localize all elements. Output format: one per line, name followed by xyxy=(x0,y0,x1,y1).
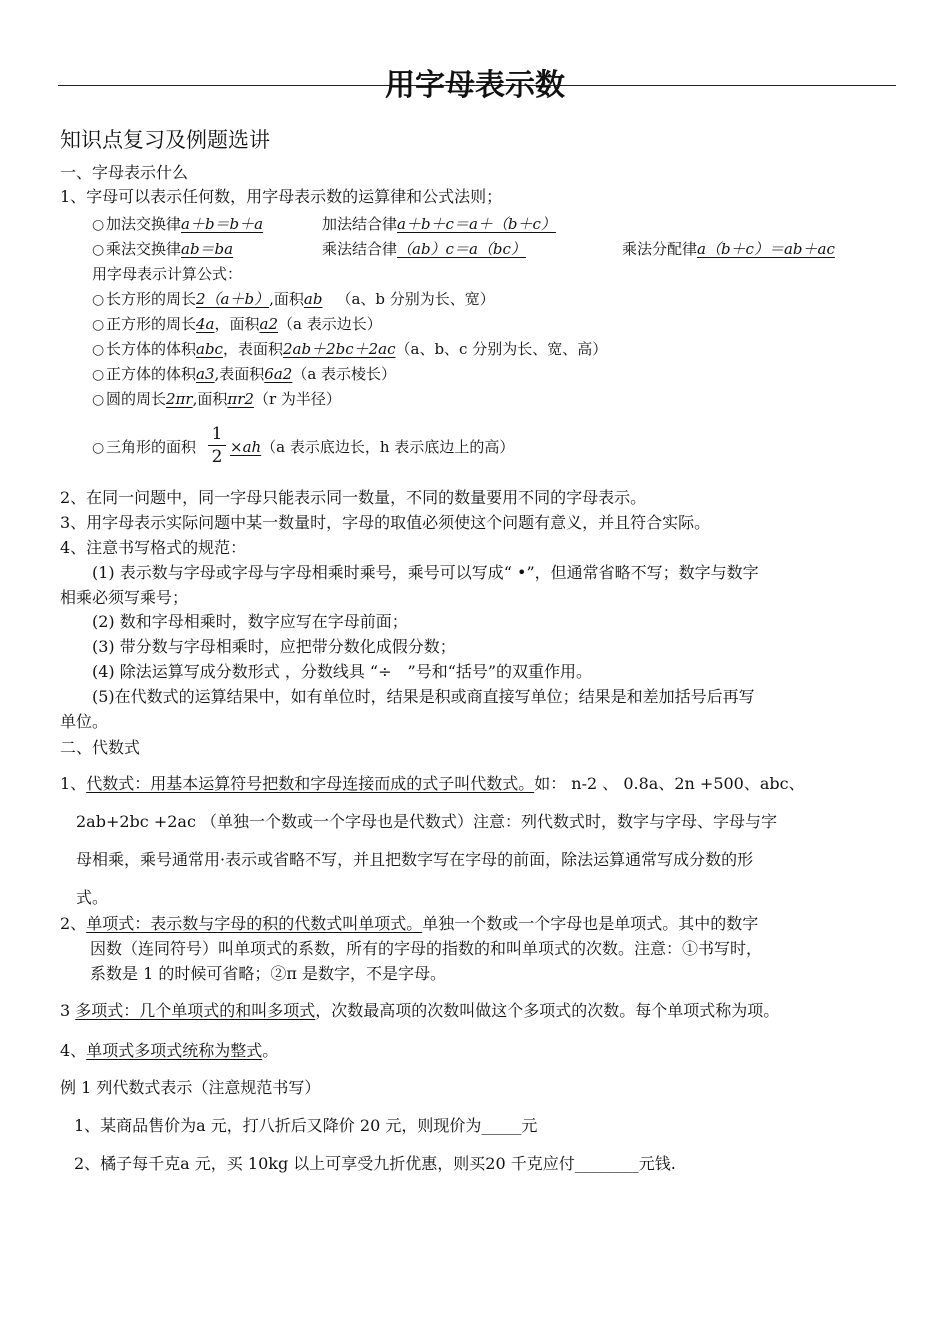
rule-4: (4) 除法运算写成分数形式 ，分数线具 “÷ ”号和“括号”的双重作用。 xyxy=(92,662,593,681)
bulb-icon: ○ xyxy=(92,292,105,308)
rule-3: (3) 带分数与字母相乘时，应把带分数化成假分数； xyxy=(92,637,456,656)
page-title: 用字母表示数 xyxy=(385,68,565,103)
item-4: 4、注意书写格式的规范： xyxy=(60,538,247,557)
formula-square: ○ 正方形的周长4a，面积a2（a 表示边长） xyxy=(92,315,382,333)
example-question-1: 1、某商品售价为a 元，打八折后又降价 20 元，则现价为_____元 xyxy=(74,1116,538,1135)
formula-triangle-prefix: ○ 三角形的面积 xyxy=(92,438,197,456)
fraction-numerator: 1 xyxy=(211,424,223,444)
definition-4-term: 单项式多项式统称为整式 xyxy=(86,1041,263,1060)
definition-3-term: 多项式：几个单项式的和叫多项式 xyxy=(75,1001,316,1020)
fraction-bar xyxy=(208,445,226,446)
formula-triangle-suffix: ×ah（a 表示底边长，h 表示底边上的高） xyxy=(230,438,515,456)
formula-rectangle: ○ 长方形的周长2（a＋b）,面积ab （a、b 分别为长、宽） xyxy=(92,290,495,308)
law-distributive: 乘法分配律a（b＋c）＝ab＋ac xyxy=(622,240,835,258)
bulb-icon: ○ xyxy=(92,242,105,258)
law-add-associative: 加法结合律a＋b＋c＝a＋（b＋c） xyxy=(322,215,556,233)
law-mul-associative: 乘法结合律（ab）c＝a（bc） xyxy=(322,240,526,258)
rule-1-line-1: (1) 表示数与字母或字母与字母相乘时乘号，乘号可以写成“ •”，但通常省略不写；数字与数字 xyxy=(92,563,759,582)
definition-3: 3 多项式：几个单项式的和叫多项式，次数最高项的次数叫做这个多项式的次数。每个单项式称为项。 xyxy=(60,1001,780,1020)
bulb-icon: ○ xyxy=(92,217,105,233)
definition-2: 2、单项式：表示数与字母的积的代数式叫单项式。单独一个数或一个字母也是单项式。其中的数字 xyxy=(60,914,759,933)
example-question-2: 2、橘子每千克a 元，买 10kg 以上可享受九折优惠，则买20 千克应付________元钱. xyxy=(74,1154,676,1173)
law-mul-commutative: ○ 乘法交换律ab＝ba xyxy=(92,240,234,258)
formula-cuboid: ○ 长方体的体积abc，表面积2ab＋2bc＋2ac（a、b、c 分别为长、宽、高） xyxy=(92,340,608,358)
bulb-icon: ○ xyxy=(92,392,105,408)
definition-2-line-2: 因数（连同符号）叫单项式的系数，所有的字母的指数的和叫单项式的次数。注意：①书写时， xyxy=(90,939,763,958)
rule-5-line-1: (5)在代数式的运算结果中，如有单位时，结果是积或商直接写单位；结果是和差加括号后再写 xyxy=(92,687,755,706)
formula-heading: 用字母表示计算公式： xyxy=(92,265,243,283)
example-heading: 例 1 列代数式表示（注意规范书写） xyxy=(60,1078,321,1097)
definition-2-term: 单项式：表示数与字母的积的代数式叫单项式。 xyxy=(86,914,423,933)
item-3: 3、用字母表示实际问题中某一数量时，字母的取值必须使这个问题有意义，并且符合实际。 xyxy=(60,513,711,532)
bulb-icon: ○ xyxy=(92,440,105,456)
item-2: 2、在同一问题中，同一字母只能表示同一数量，不同的数量要用不同的字母表示。 xyxy=(60,488,647,507)
definition-2-line-3: 系数是 1 的时候可省略；②π 是数字，不是字母。 xyxy=(90,964,446,983)
bulb-icon: ○ xyxy=(92,317,105,333)
part1-heading: 一、字母表示什么 xyxy=(60,163,189,182)
law-add-commutative: ○ 加法交换律a＋b＝b＋a xyxy=(92,215,264,233)
rule-1-line-2: 相乘必须写乘号； xyxy=(60,588,189,607)
bulb-icon: ○ xyxy=(92,367,105,383)
definition-1-line-3: 母相乘，乘号通常用·表示或省略不写，并且把数字写在字母的前面，除法运算通常写成分数的形 xyxy=(76,850,754,869)
rule-5-line-2: 单位。 xyxy=(60,712,109,731)
bulb-icon: ○ xyxy=(92,342,105,358)
definition-1-line-2: 2ab+2bc +2ac （单独一个数或一个字母也是代数式）注意：列代数式时，数字与字母、字母与字 xyxy=(76,812,778,831)
definition-1-line-4: 式。 xyxy=(76,888,109,907)
fraction-denominator: 2 xyxy=(211,447,223,467)
formula-cube: ○ 正方体的体积a3,表面积6a2（a 表示棱长） xyxy=(92,365,397,383)
section-heading: 知识点复习及例题选讲 xyxy=(60,128,270,152)
formula-circle: ○ 圆的周长2πr,面积πr2（r 为半径） xyxy=(92,390,341,408)
definition-4: 4、单项式多项式统称为整式。 xyxy=(60,1041,279,1060)
definition-1-term: 代数式：用基本运算符号把数和字母连接而成的式子叫代数式。 xyxy=(86,774,535,793)
definition-1: 1、代数式：用基本运算符号把数和字母连接而成的式子叫代数式。如： n-2 、 0.8a、2n +500、abc、 xyxy=(60,774,805,793)
item-1: 1、字母可以表示任何数，用字母表示数的运算律和公式法则； xyxy=(60,187,503,206)
rule-2: (2) 数和字母相乘时，数字应写在字母前面； xyxy=(92,612,408,631)
part2-heading: 二、代数式 xyxy=(60,738,141,757)
fraction-one-half xyxy=(206,423,228,468)
